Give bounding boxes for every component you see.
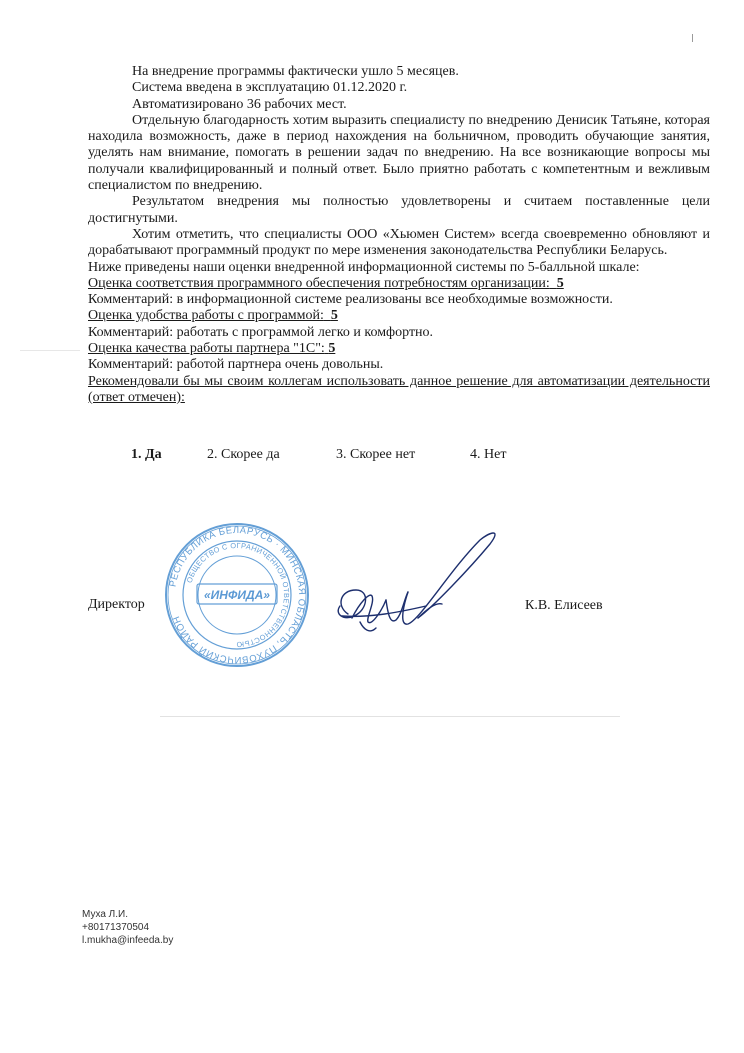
svg-text:«ИНФИДА»: «ИНФИДА» xyxy=(204,588,270,602)
signer-position: Директор xyxy=(88,597,145,612)
rating-2-score: 5 xyxy=(330,308,338,324)
letter-body xyxy=(88,64,710,406)
rating-3-score: 5 xyxy=(328,341,336,357)
scan-mark xyxy=(692,34,693,42)
option-no: 4. Нет xyxy=(470,447,507,462)
recommend-question: Рекомендовали бы мы своим коллегам использовать данное решение для автоматизации деятельности (ответ отмечен): xyxy=(88,373,710,405)
option-rather-yes: 2. Скорее да xyxy=(207,447,280,462)
contact-author: Муха Л.И. xyxy=(82,909,128,920)
rating-label xyxy=(88,308,710,324)
contact-footer xyxy=(82,908,173,947)
rating-label xyxy=(88,341,710,357)
paragraph-gratitude: Отдельную благодарность хотим выразить специалисту по внедрению Денисик Татьяне, которая находила возможность, даже в период нахождения на больничном, проводить обучающие занятия, уделять нам внимание, помогать в решении задач по внедрению. На все возникающие вопросы мы получали квалифицированный и полный ответ. Было приятно работать с компетентным и вежливым специалистом по внедрению. xyxy=(88,112,710,194)
scan-artifact xyxy=(20,350,80,351)
paragraph-ratings-intro: Ниже приведены наши оценки внедренной информационной системы по 5-балльной шкале: xyxy=(88,259,640,275)
scan-artifact xyxy=(160,716,620,717)
contact-phone: +80171370504 xyxy=(82,922,150,933)
rating-2-label: Оценка удобства работы с программой: xyxy=(88,308,324,324)
option-yes-selected: 1. Да xyxy=(131,447,162,462)
rating-1-score: 5 xyxy=(556,275,564,291)
signer-name: К.В. Елисеев xyxy=(525,598,603,613)
svg-text:ОБЩЕСТВО С ОГРАНИЧЕННОЙ ОТВЕТС: ОБЩЕСТВО С ОГРАНИЧЕННОЙ ОТВЕТСТВЕННОСТЬЮ xyxy=(184,540,292,650)
rating-label xyxy=(88,276,710,292)
paragraph-specialists: Хотим отметить, что специалисты ООО «Хьюмен Систем» всегда своевременно обновляют и дорабатывают программный продукт по мере изменения законодательства Республики Беларусь. xyxy=(88,226,710,259)
rating-1-comment: Комментарий: в информационной системе реализованы все необходимые возможности. xyxy=(88,292,613,308)
option-rather-no: 3. Скорее нет xyxy=(336,447,416,462)
rating-3-comment: Комментарий: работой партнера очень довольны. xyxy=(88,357,384,373)
handwritten-signature xyxy=(330,526,515,646)
answer-options xyxy=(0,447,744,467)
signature-block xyxy=(0,520,744,680)
svg-text:РЕСПУБЛИКА БЕЛАРУСЬ · МИНСКАЯ: РЕСПУБЛИКА БЕЛАРУСЬ · МИНСКАЯ ОБЛАСТЬ, ПУХОВИЧСКИЙ РАЙОН xyxy=(167,524,308,666)
company-stamp xyxy=(162,520,312,670)
rating-2-comment: Комментарий: работать с программой легко и комфортно. xyxy=(88,324,434,340)
paragraph-workplaces: Автоматизировано 36 рабочих мест. xyxy=(132,96,347,112)
rating-3-label: Оценка качества работы партнера "1С": xyxy=(88,341,325,357)
paragraph-launch-date: Система введена в эксплуатацию 01.12.2020 г. xyxy=(132,80,408,96)
contact-email: l.mukha@infeeda.by xyxy=(82,935,174,946)
paragraph-result: Результатом внедрения мы полностью удовлетворены и считаем поставленные цели достигнутыми. xyxy=(88,194,710,226)
paragraph-duration: На внедрение программы фактически ушло 5 месяцев. xyxy=(132,64,459,79)
rating-1-label: Оценка соответствия программного обеспечения потребностям организации: xyxy=(88,275,550,291)
